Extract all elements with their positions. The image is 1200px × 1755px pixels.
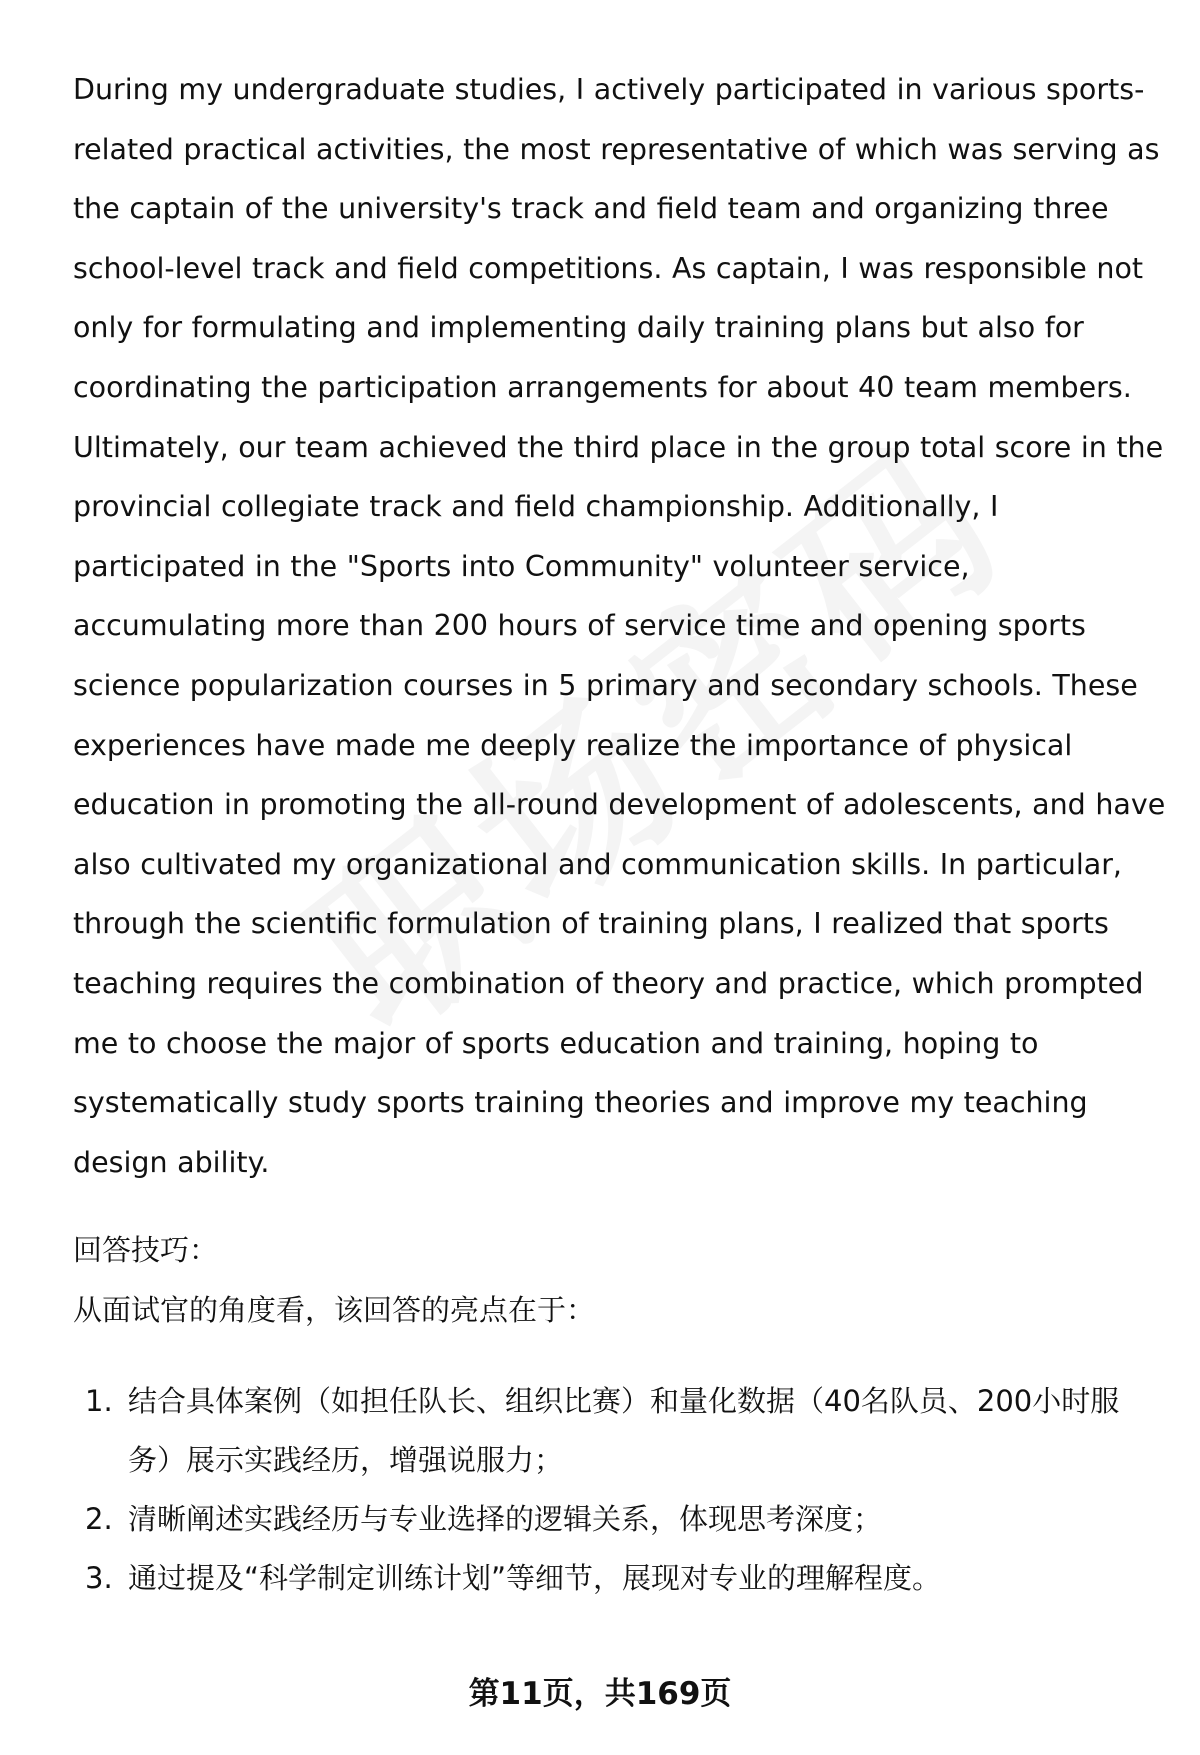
list-item-text: 清晰阐述实践经历与专业选择的逻辑关系，体现思考深度； [128, 1502, 883, 1536]
list-item-text: 结合具体案例（如担任队长、组织比赛）和量化数据（40名队员、200小时服务）展示实践经历，增强说服力； [128, 1384, 1120, 1477]
tips-heading: 回答技巧： [73, 1233, 219, 1267]
list-item [73, 1549, 1153, 1608]
tips-intro: 从面试官的角度看，该回答的亮点在于： [73, 1293, 596, 1327]
list-item [73, 1372, 1153, 1490]
answer-paragraph: During my undergraduate studies, I actively participated in various sports-related practical activities, the most representative of which was serving as the captain of the university's track and field team and organizing three school-level track and field competitions. As captain, I was responsible not only for formulating and implementing daily training plans but also for coordinating the participation arrangements for about 40 team members. Ultimately, our team achieved the third place in the group total score in the provincial collegiate track and field championship. Additionally, I participated in the "Sports into Community" volunteer service, accumulating more than 200 hours of service time and opening sports science popularization courses in 5 primary and secondary schools. These experiences have made me deeply realize the importance of physical education in promoting the all-round development of adolescents, and have also cultivated my organizational and communication skills. In particular, through the scientific formulation of training plans, I realized that sports teaching requires the combination of theory and practice, which prompted me to choose the major of sports education and training, hoping to systematically study sports training theories and improve my teaching design ability. [73, 73, 1166, 1179]
list-item-number: 1. [85, 1384, 113, 1418]
list-item [73, 1490, 1153, 1549]
page-number: 第11页，共169页 [468, 1676, 732, 1712]
list-item-text: 通过提及“科学制定训练计划”等细节，展现对专业的理解程度。 [128, 1561, 942, 1595]
list-item-number: 2. [85, 1502, 113, 1536]
tips-list [73, 1372, 1153, 1608]
list-item-number: 3. [85, 1561, 113, 1595]
